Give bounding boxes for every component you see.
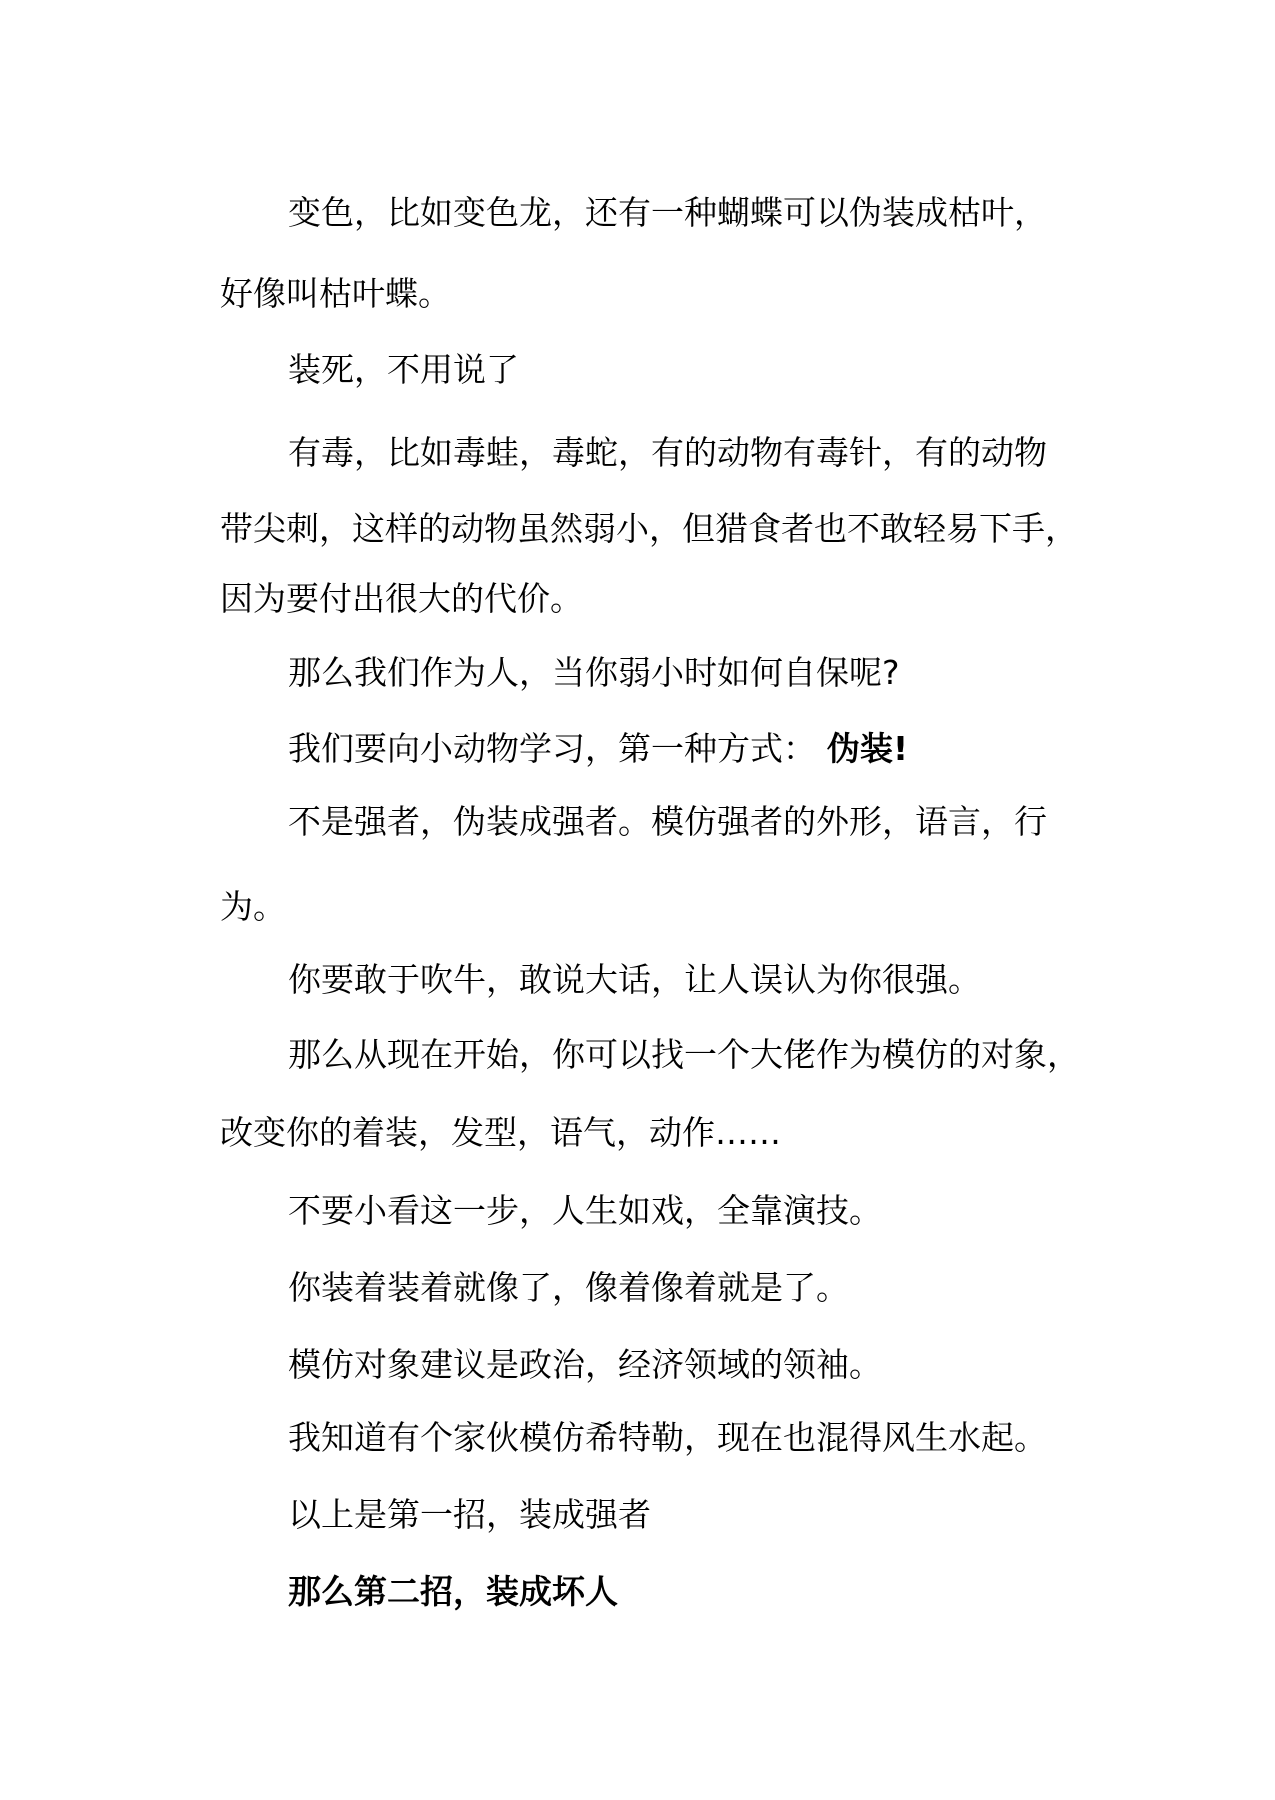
paragraph-line: 带尖刺，这样的动物虽然弱小，但猎食者也不敢轻易下手， — [220, 509, 1078, 548]
paragraph-line: 你装着装着就像了，像着像着就是了。 — [288, 1268, 849, 1307]
paragraph-line: 我知道有个家伙模仿希特勒，现在也混得风生水起。 — [288, 1418, 1047, 1457]
paragraph-line: 不是强者，伪装成强者。模仿强者的外形，语言，行 — [288, 802, 1047, 841]
paragraph-line: 因为要付出很大的代价。 — [220, 579, 583, 618]
emphasis-text: 伪装! — [827, 729, 909, 768]
paragraph-line: 那么我们作为人，当你弱小时如何自保呢? — [288, 653, 900, 692]
paragraph-line: 我们要向小动物学习，第一种方式： — [288, 729, 816, 768]
paragraph-line: 模仿对象建议是政治，经济领域的领袖。 — [288, 1345, 882, 1384]
paragraph-line: 变色，比如变色龙，还有一种蝴蝶可以伪装成枯叶， — [288, 193, 1047, 232]
paragraph-line: 改变你的着装，发型，语气，动作…… — [220, 1113, 781, 1152]
paragraph-line: 有毒，比如毒蛙，毒蛇，有的动物有毒针，有的动物 — [288, 433, 1047, 472]
paragraph-line: 装死，不用说了 — [288, 350, 519, 389]
section-heading: 那么第二招，装成坏人 — [288, 1572, 618, 1611]
paragraph-line: 那么从现在开始，你可以找一个大佬作为模仿的对象， — [288, 1035, 1080, 1074]
paragraph-line: 好像叫枯叶蝶。 — [220, 274, 451, 313]
paragraph-line: 以上是第一招，装成强者 — [288, 1495, 651, 1534]
paragraph-line: 你要敢于吹牛，敢说大话，让人误认为你很强。 — [288, 960, 981, 999]
paragraph-line: 不要小看这一步，人生如戏，全靠演技。 — [288, 1191, 882, 1230]
paragraph-line: 为。 — [220, 887, 286, 926]
